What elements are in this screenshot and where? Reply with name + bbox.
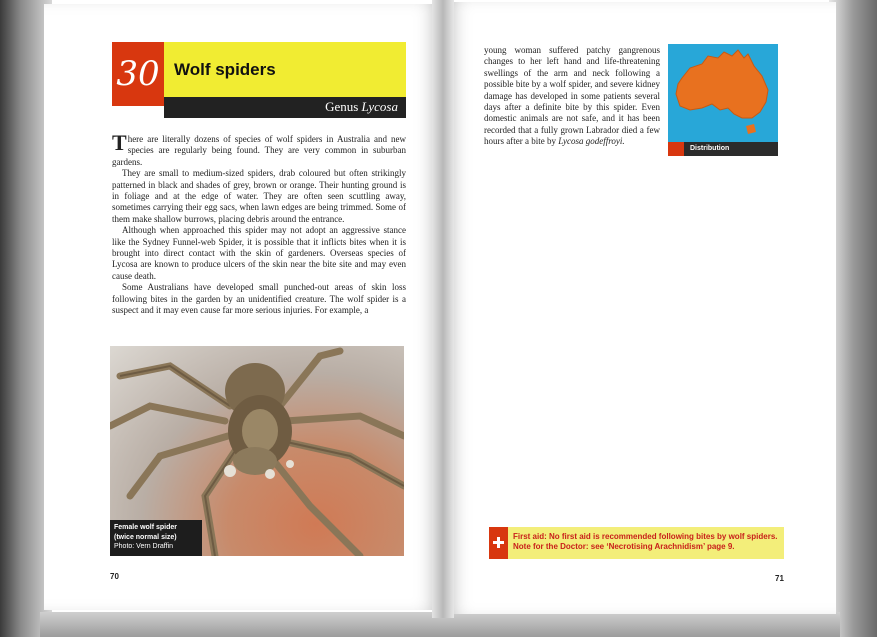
- paragraph-1-text: here are literally dozens of species of wolf spiders in Australia and new species are regularly being found. They are very common in suburban gardens.: [112, 134, 406, 167]
- map-label-text: Distribution: [690, 145, 730, 152]
- genus-name: Lycosa: [361, 99, 398, 114]
- chapter-number: 30: [112, 42, 164, 106]
- right-body-text: [484, 45, 660, 148]
- caption-size: (twice normal size): [114, 533, 177, 541]
- caption-credit: Photo: Vern Draffin: [114, 543, 174, 550]
- first-aid-box: [489, 527, 784, 559]
- left-body-text: [112, 130, 406, 317]
- caption-title: Female wolf spider: [114, 524, 178, 531]
- spider-photo: [110, 346, 404, 556]
- australia-map-icon: [668, 44, 778, 142]
- drop-cap: T: [112, 130, 127, 155]
- paragraph-1: [112, 130, 406, 168]
- paragraph-4: Some Australians have developed small punched-out areas of skin loss following bites in the garden by an unidentified creature. The wolf spider is a suspect and it may even cause far more serious injuries. For example, a: [112, 282, 406, 316]
- first-aid-cross-icon: [489, 527, 508, 559]
- genus-prefix: Genus: [325, 99, 359, 114]
- page-number-right: 71: [775, 574, 784, 583]
- book-gutter: [432, 0, 454, 618]
- first-aid-text: [513, 532, 781, 552]
- photo-caption: [110, 520, 202, 556]
- map-label: [668, 142, 778, 156]
- page-number-left: 70: [110, 572, 119, 581]
- continued-text: young woman suffered patchy gangrenous changes to her left hand and life-threatening swellings of the arm and neck following a possible bite by a wolf spider, and severe kidney damage has developed in some patients several days after a definite bite by this spider. Even domestic animals are not safe, and it has been recorded that a fully grown Labrador died a few hours after a bite by: [484, 45, 660, 147]
- continued-species: Lycosa godeffroyi.: [558, 136, 625, 147]
- paragraph-3: Although when approached this spider may not adopt an aggressive stance like the Sydney Funnel-web Spider, it is possible that it inflicts bites when it is brought into direct contact with the skin of gardeners. Overseas species of Lycosa are known to produce ulcers of the skin near the bite site and may even cause death.: [112, 225, 406, 281]
- paragraph-2: They are small to medium-sized spiders, drab coloured but often strikingly patterned in black and shades of grey, brown or orange. Their hunting ground is in foliage and at the edge of water. They are often seen scuttling away, sometimes carrying their egg sacs, when lawn edges are being trimmed. Some of them make shallow burrows, placing debris around the entrance.: [112, 168, 406, 224]
- first-aid-line-1: First aid: No first aid is recommended following bites by wolf spiders.: [513, 532, 778, 541]
- chapter-title: Wolf spiders: [164, 42, 406, 97]
- chapter-header: [112, 42, 406, 118]
- distribution-map: [668, 44, 778, 156]
- genus-bar: [164, 97, 406, 118]
- scanner-edge-right: [829, 0, 877, 637]
- first-aid-line-2: Note for the Doctor: see ‘Necrotising Arachnidism’ page 9.: [513, 542, 735, 551]
